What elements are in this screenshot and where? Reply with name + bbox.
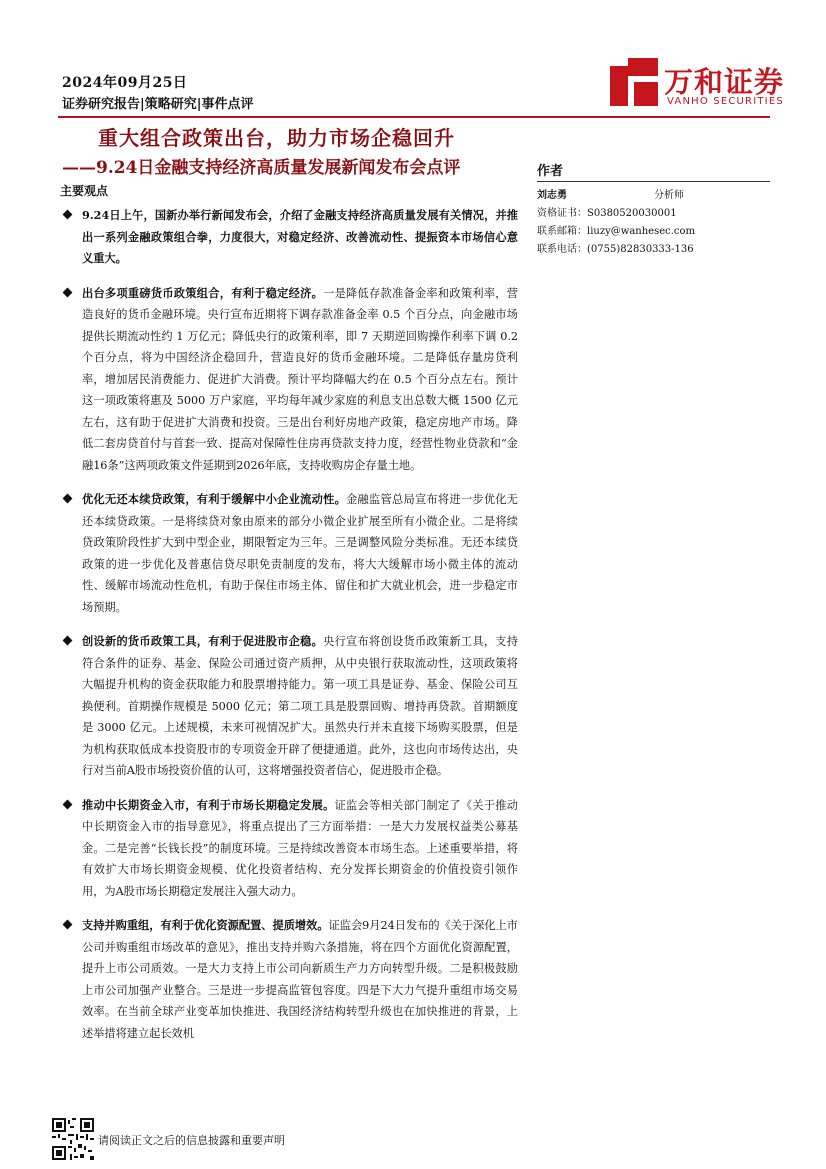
vanho-logo-icon [610, 58, 658, 106]
key-point [62, 915, 518, 1044]
disclaimer-note: 请阅读正文之后的信息披露和重要声明 [98, 1134, 285, 1147]
key-point-body: 央行宣布将创设货币政策新工具，支持符合条件的证券、基金、保险公司通过资产质押，从中央银行获取流动性，这项政策将大幅提升机构的资金获取能力和股票增持能力。第一项工具是证券、基金、保险公司互换便利。首期操作规模是 5000 亿元；第二项工具是股票回购、增持再贷款。首期额度是 3000 亿元。上述规模，未来可视情况扩大。虽然央行并未直接下场购买股票，但是为机构获取低成本投资股市的专项资金开辟了便捷通道。此外，这也向市场传达出，央行对当前A股市场投资价值的认可，这将增强投资者信心，促进股市企稳。 [82, 635, 518, 777]
bullet-diamond-icon [63, 287, 73, 297]
author-name-row [537, 186, 770, 201]
bullet-diamond-icon [63, 799, 73, 809]
bullet-diamond-icon [63, 636, 73, 646]
author-heading: 作者 [537, 160, 770, 182]
key-point-lead: 优化无还本续贷政策，有利于缓解中小企业流动性。 [82, 492, 347, 506]
author-email: 联系邮箱：liuzy@wanhesec.com [537, 226, 696, 237]
key-point-body: 证监会等相关部门制定了《关于推动中长期资金入市的指导意见》，将重点提出了三方面举措：一是大力发展权益类公募基金。二是完善“长钱长投”的制度环境。三是持续改善资本市场生态。上述重要举措，将有效扩大市场长期资金规模、优化投资者结构、充分发挥长期资金的价值投资引领作用，为A股市场长期稳定发展注入强大动力。 [82, 798, 518, 898]
bullet-diamond-icon [63, 920, 73, 930]
key-point [62, 205, 518, 270]
logo-name-cn: 万和证券 [664, 65, 785, 99]
section-label-key-points: 主要观点 [60, 184, 109, 198]
key-point-lead: 出台多项重磅货币政策组合，有利于稳定经济。 [82, 285, 324, 300]
author-panel [537, 160, 770, 255]
report-type: 证券研究报告|策略研究|事件点评 [62, 97, 254, 112]
key-point-body: 证监会9月24日发布的《关于深化上市公司并购重组市场改革的意见》，推出支持并购六条措施，将在四个方面优化资源配置，提升上市公司质效。一是大力支持上市公司向新质生产力方向转型升级。二是积极鼓励上市公司加强产业整合。三是进一步提高监管包容度。四是下大力气提升重组市场交易效率。在当前全球产业变革加快推进、我国经济结构转型升级也在加快推进的背景，上述举措将建立起长效机 [82, 919, 518, 1040]
key-point [62, 489, 518, 618]
bullet-diamond-icon [63, 494, 73, 504]
key-point-body: 金融监管总局宣布将进一步优化无还本续贷政策。一是将续贷对象由原来的部分小微企业扩展至所有小微企业。二是将续贷政策阶段性扩大到中型企业，期限暂定为三年。三是调整风险分类标准。无还本续贷政策的进一步优化及普惠信贷尽职免责制度的发布，将大大缓解市场小微主体的流动性、缓解市场流动性危机，有助于保住市场主体、留住和扩大就业机会，进一步稳定市场预期。 [82, 493, 518, 614]
author-license: 资格证书：S0380520030001 [537, 208, 677, 219]
logo-name-en: VANHO SECURITIES [667, 96, 784, 107]
author-name: 刘志勇 [537, 190, 567, 201]
key-point-body: 一是降低存款准备金率和政策利率，营造良好的货币金融环境。央行宣布近期将下调存款准备金率 0.5 个百分点，向金融市场提供长期流动性约 1 万亿元；降低央行的政策利率，即 7 天期逆回购操作利率下调 0.2 个百分点，将为中国经济企稳回升，营造良好的货币金融环境。二是降低存量房贷利率，增加居民消费能力、促进扩大消费。预计平均降幅大约在 0.5 个百分点左右。预计这一项政策将惠及 5000 万户家庭，平均每年减少家庭的利息支出总数大概 1500 亿元左右，这有助于促进扩大消费和投资。三是出台利好房地产政策，稳定房地产市场。降低二套房贷首付与首套一致、提高对保障性住房再贷款支持力度，经营性物业贷款和“金融16条”这两项政策文件延期到2026年底，支持收购房企存量土地。 [82, 286, 518, 472]
key-point-lead: 创设新的货币政策工具，有利于促进股市企稳。 [82, 634, 324, 648]
key-point [62, 283, 518, 477]
key-point [62, 795, 518, 903]
report-subtitle: ——9.24日金融支持经济高质量发展新闻发布会点评 [62, 158, 461, 178]
bullet-diamond-icon [63, 210, 73, 220]
key-point-lead: 9.24日上午，国新办举行新闻发布会，介绍了金融支持经济高质量发展有关情况，并推出一系列金融政策组合拳，力度很大，对稳定经济、改善流动性、提振资本市场信心意义重大。 [82, 208, 518, 265]
header-divider [58, 116, 770, 118]
author-role: 分析师 [654, 190, 684, 201]
key-points-list [62, 205, 518, 1057]
key-point-lead: 推动中长期资金入市，有利于市场长期稳定发展。 [82, 797, 335, 812]
report-date: 2024年09月25日 [62, 75, 188, 91]
author-phone: 联系电话：(0755)82830333-136 [537, 244, 694, 255]
report-title: 重大组合政策出台，助力市场企稳回升 [98, 126, 455, 150]
qr-code-icon [52, 1118, 94, 1160]
key-point-lead: 支持并购重组，有利于优化资源配置、提质增效。 [82, 918, 329, 932]
key-point [62, 631, 518, 782]
